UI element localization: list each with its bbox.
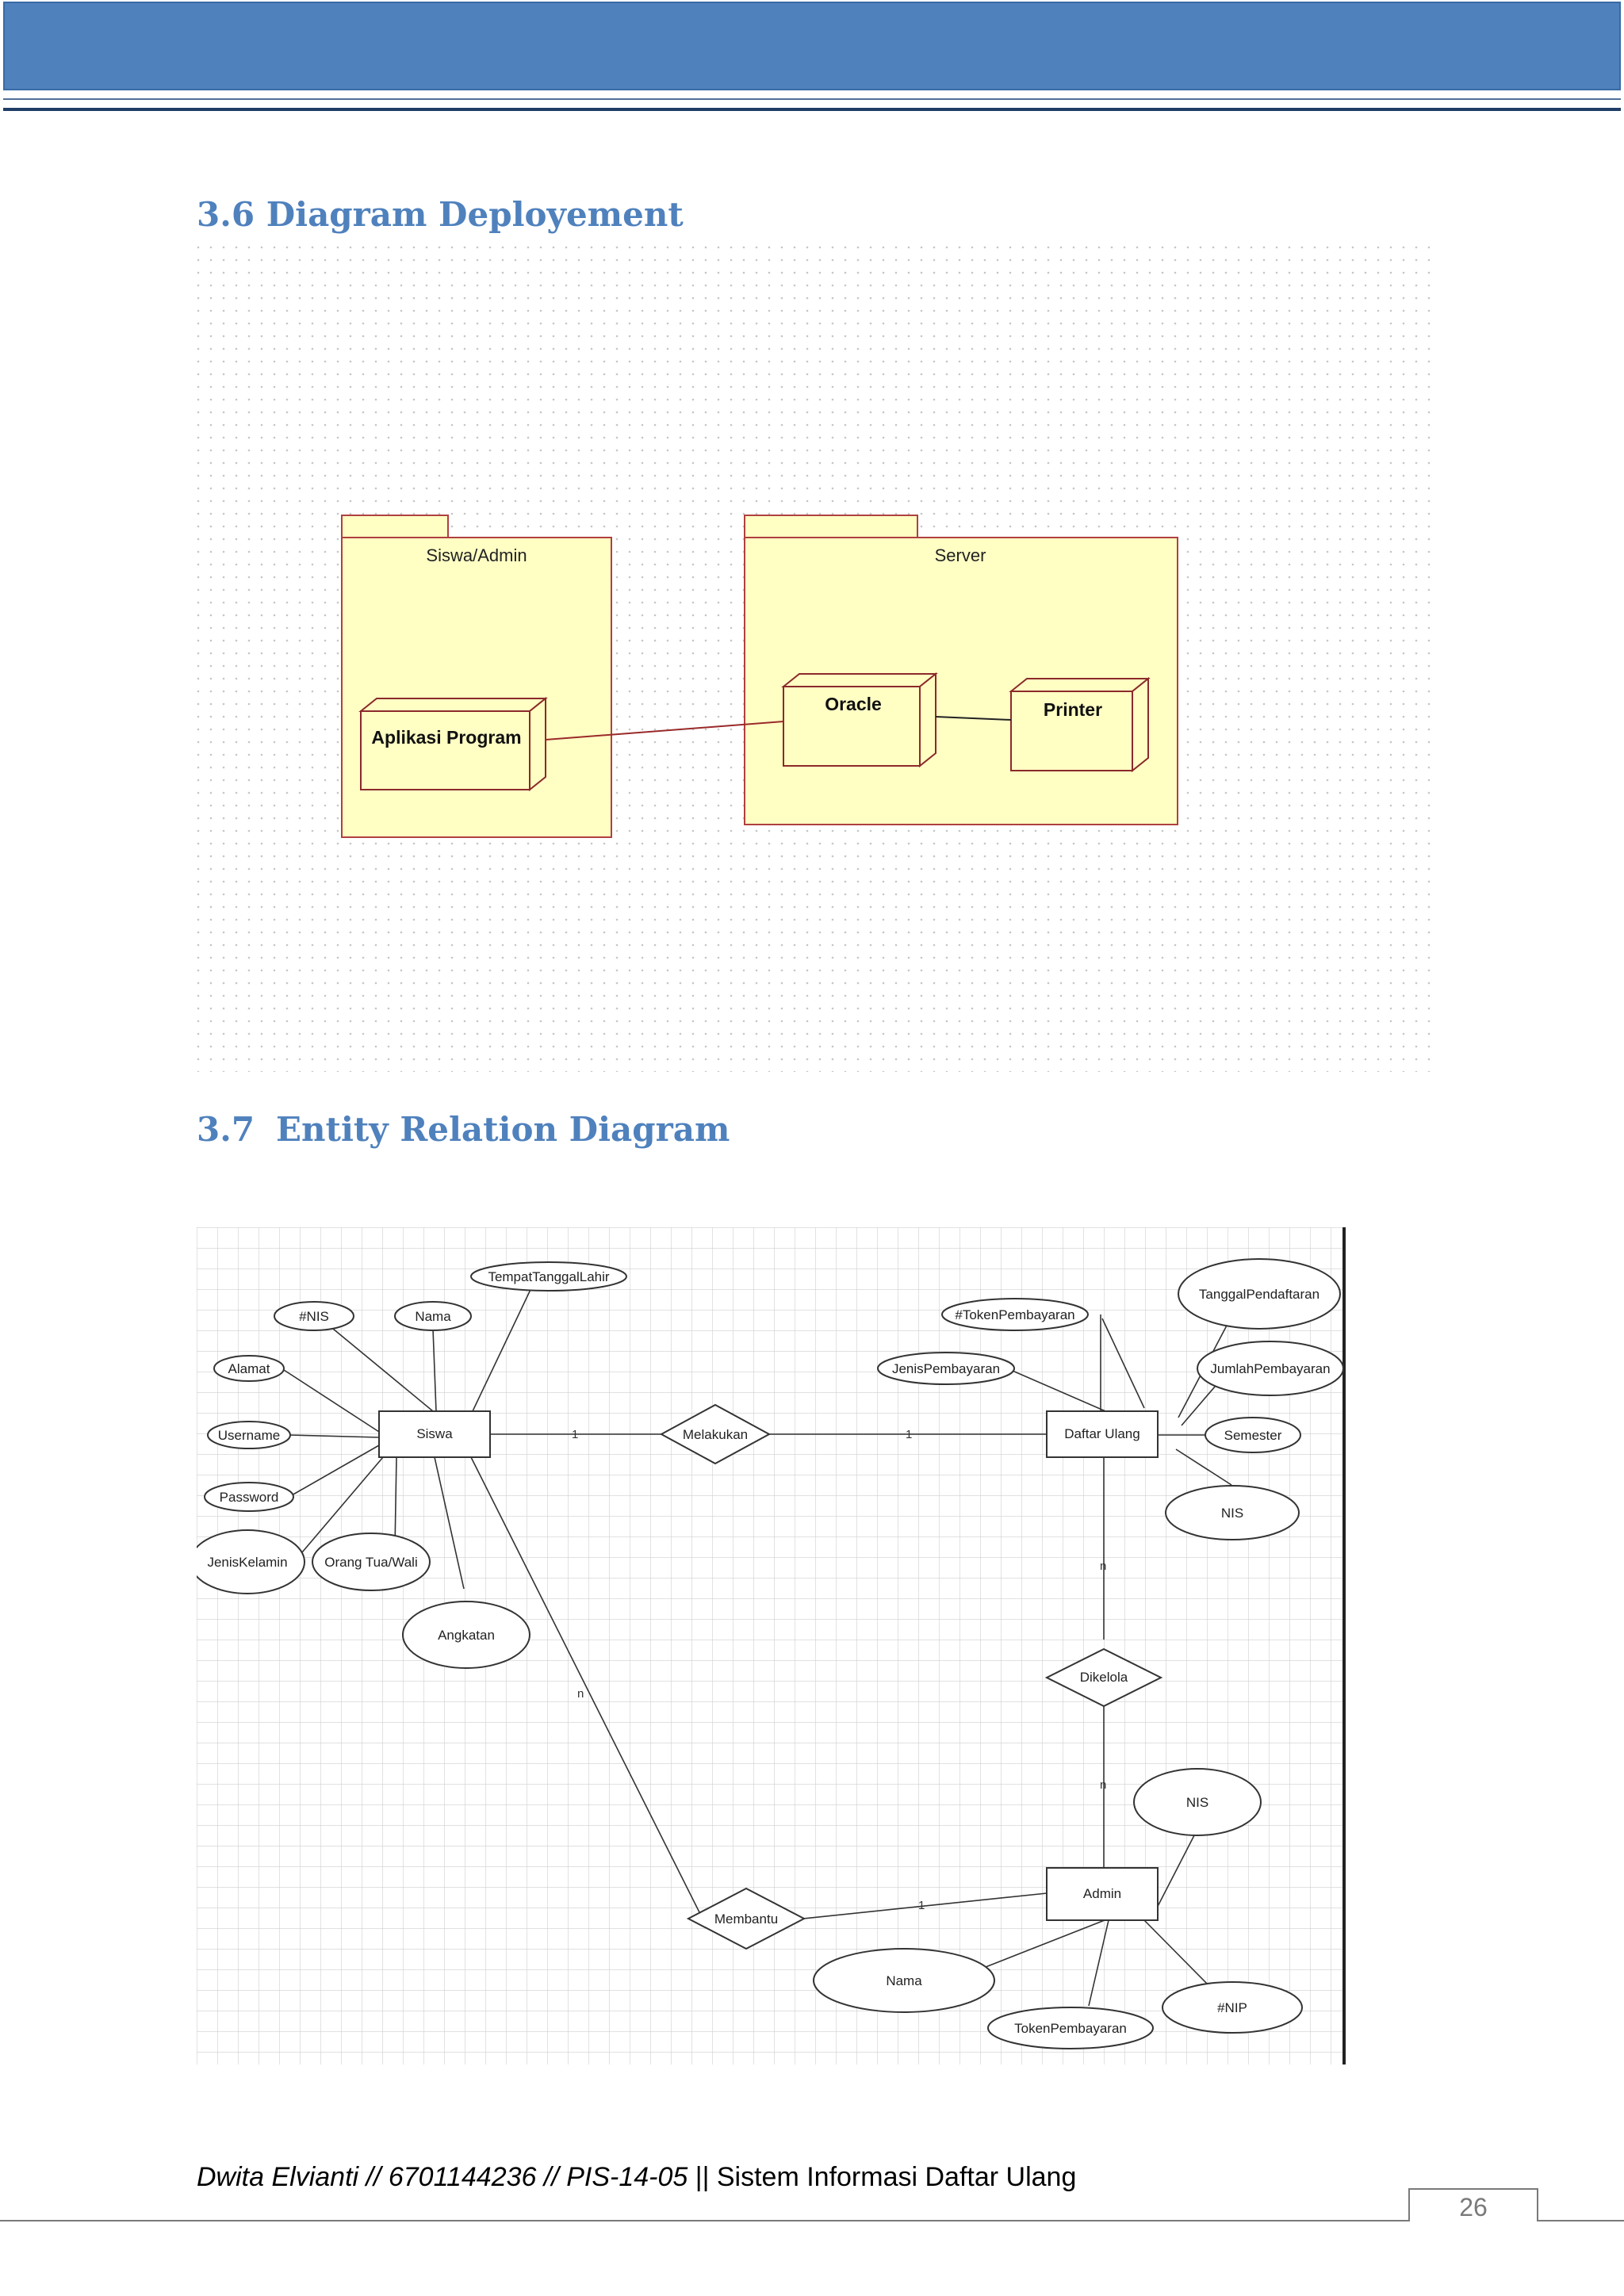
cardinality-label: n xyxy=(577,1687,584,1701)
node-server-label: Server xyxy=(934,545,986,565)
relation-membantu-label: Membantu xyxy=(714,1911,779,1927)
header-rule-thick xyxy=(3,108,1621,111)
deployment-diagram xyxy=(197,246,1431,1072)
attribute-siswa-tempat-tanggal-lahir xyxy=(471,1262,626,1291)
attribute-siswa-username xyxy=(208,1422,290,1448)
attribute-daftar-ulang-token-pembayaran xyxy=(942,1299,1088,1330)
attribute-siswa-alamat xyxy=(214,1356,284,1381)
attribute-admin-nama xyxy=(814,1949,994,2012)
svg-text:JenisKelamin: JenisKelamin xyxy=(207,1555,288,1570)
svg-text:Username: Username xyxy=(217,1428,281,1443)
cardinality-label: n xyxy=(1100,1559,1107,1573)
component-aplikasi-program xyxy=(361,698,546,790)
section-title-text: Entity Relation Diagram xyxy=(276,1110,730,1149)
svg-text:Angkatan: Angkatan xyxy=(438,1628,495,1643)
entity-daftar-ulang-label: Daftar Ulang xyxy=(1064,1426,1140,1441)
svg-text:TokenPembayaran: TokenPembayaran xyxy=(1014,2021,1127,2036)
cardinality-label: n xyxy=(1100,1778,1107,1792)
attribute-daftar-ulang-nis xyxy=(1166,1486,1299,1540)
entity-relation-diagram xyxy=(197,1227,1348,2064)
cardinality-label: 1 xyxy=(906,1428,913,1441)
page-number: 26 xyxy=(1459,2193,1488,2221)
entity-admin xyxy=(1047,1868,1158,1920)
component-printer-label: Printer xyxy=(1043,699,1103,720)
node-siswa-admin-label: Siswa/Admin xyxy=(426,545,527,565)
attribute-daftar-ulang-tanggal-pendaftaran xyxy=(1178,1259,1340,1329)
section-title-deployment: 3.6 Diagram Deployement xyxy=(197,195,684,234)
svg-text:Nama: Nama xyxy=(415,1309,451,1324)
svg-text:#NIP: #NIP xyxy=(1217,2000,1247,2015)
attribute-siswa-jenis-kelamin xyxy=(197,1530,304,1594)
attribute-daftar-ulang-jumlah-pembayaran xyxy=(1197,1341,1343,1395)
footer-rule xyxy=(0,2220,1624,2221)
component-oracle xyxy=(783,674,936,766)
cardinality-label: 1 xyxy=(918,1899,925,1912)
attribute-daftar-ulang-jenis-pembayaran xyxy=(878,1353,1014,1384)
component-oracle-label: Oracle xyxy=(825,694,882,714)
svg-text:NIS: NIS xyxy=(1220,1506,1244,1521)
svg-text:Orang Tua/Wali: Orang Tua/Wali xyxy=(324,1555,418,1570)
svg-text:NIS: NIS xyxy=(1185,1795,1209,1810)
attribute-admin-nip xyxy=(1162,1982,1302,2033)
attribute-siswa-nis xyxy=(274,1302,354,1330)
entity-daftar-ulang xyxy=(1047,1411,1158,1457)
section-title-erd xyxy=(197,1110,730,1149)
svg-text:TempatTanggalLahir: TempatTanggalLahir xyxy=(488,1269,610,1284)
svg-text:Password: Password xyxy=(219,1490,279,1505)
attribute-admin-nis xyxy=(1134,1769,1261,1835)
svg-text:TanggalPendaftaran: TanggalPendaftaran xyxy=(1198,1287,1320,1302)
svg-text:#TokenPembayaran: #TokenPembayaran xyxy=(955,1307,1075,1322)
svg-text:Semester: Semester xyxy=(1224,1428,1282,1443)
attribute-siswa-angkatan xyxy=(403,1601,530,1668)
footer-text xyxy=(197,2162,1076,2193)
footer-separator: || xyxy=(688,2162,717,2192)
attribute-siswa-nama xyxy=(395,1302,471,1330)
svg-text:#NIS: #NIS xyxy=(299,1309,329,1324)
footer-author-line: Dwita Elvianti // 6701144236 // PIS-14-05 xyxy=(197,2162,688,2192)
node-server xyxy=(745,515,1178,825)
cardinality-label: 1 xyxy=(572,1428,579,1441)
entity-siswa xyxy=(379,1411,490,1457)
footer-doc-title: Sistem Informasi Daftar Ulang xyxy=(716,2162,1077,2192)
attribute-siswa-password xyxy=(205,1483,293,1511)
component-aplikasi-program-label: Aplikasi Program xyxy=(371,727,522,748)
entity-admin-label: Admin xyxy=(1082,1886,1122,1901)
header-rule xyxy=(3,98,1621,100)
entity-siswa-label: Siswa xyxy=(416,1426,453,1441)
relation-dikelola-label: Dikelola xyxy=(1079,1670,1128,1685)
section-number: 3.7 xyxy=(197,1110,255,1149)
svg-text:Nama: Nama xyxy=(886,1973,922,1988)
svg-text:Alamat: Alamat xyxy=(228,1361,270,1376)
attribute-admin-token-pembayaran xyxy=(988,2007,1153,2049)
relation-melakukan-label: Melakukan xyxy=(682,1427,749,1442)
component-printer xyxy=(1011,679,1148,771)
svg-text:JenisPembayaran: JenisPembayaran xyxy=(891,1361,1001,1376)
svg-text:JumlahPembayaran: JumlahPembayaran xyxy=(1210,1361,1331,1376)
attribute-siswa-orang-tua-wali xyxy=(312,1533,430,1590)
attribute-daftar-ulang-semester xyxy=(1205,1418,1300,1452)
header-band xyxy=(3,2,1621,90)
